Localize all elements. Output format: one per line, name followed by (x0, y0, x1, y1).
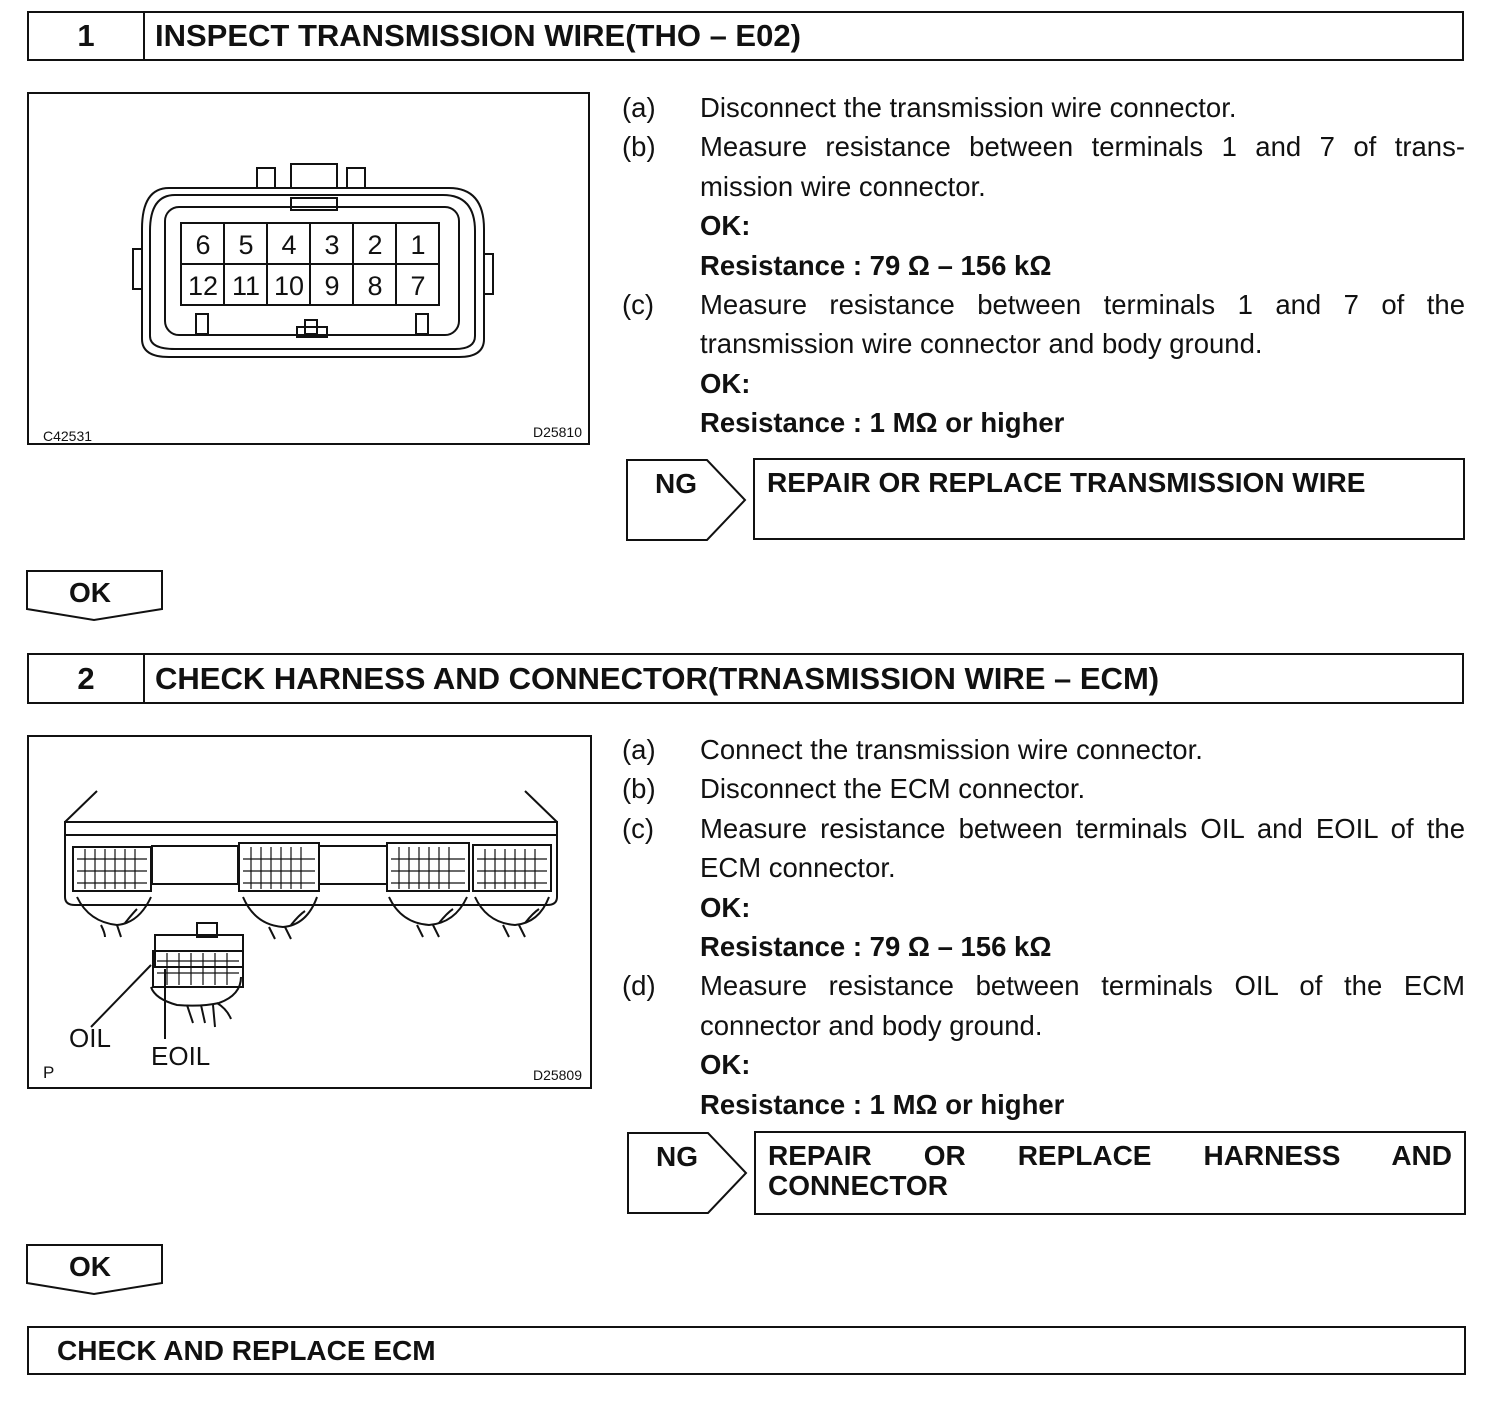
step-1-number: 1 (29, 13, 145, 59)
ok-label: OK: (700, 210, 751, 242)
connector-figure-1 (27, 92, 590, 445)
instruction-2b: (b) Disconnect the ECM connector. (622, 773, 1086, 805)
terminal-7-label: 7 (410, 271, 426, 301)
figure-2-code-right: D25809 (532, 1067, 582, 1083)
ok-label: OK (69, 577, 111, 608)
ng-action-2 (754, 1131, 1466, 1215)
resistance-spec: Resistance : 79 Ω – 156 kΩ (700, 931, 1052, 963)
terminal-12-label: 12 (187, 271, 219, 301)
step-1-instructions (622, 88, 1465, 443)
ng-action-2-line-2: CONNECTOR (768, 1170, 948, 1201)
final-action-label: CHECK AND REPLACE ECM (57, 1334, 436, 1366)
step-2-instructions (622, 730, 1465, 1124)
resistance-spec: Resistance : 1 MΩ or higher (700, 407, 1065, 439)
ng-action-1: REPAIR OR REPLACE TRANSMISSION WIRE (753, 458, 1465, 540)
resistance-spec: Resistance : 1 MΩ or higher (700, 1088, 1065, 1120)
step-2-header (27, 653, 1464, 704)
terminal-3-label: 3 (324, 230, 340, 260)
instruction-1a: (a) Disconnect the transmission wire connector. (622, 92, 1237, 123)
instruction-2c: (c) Measure resistance between terminals OIL and EOIL of the ECM connector. (622, 812, 1465, 884)
oil-terminal-label: OIL (69, 1023, 111, 1053)
step-1-header (27, 11, 1464, 61)
terminal-10-label: 10 (273, 271, 305, 301)
terminal-8-label: 8 (367, 271, 383, 301)
ng-arrow-2 (626, 1131, 750, 1215)
resistance-spec: Resistance : 79 Ω – 156 kΩ (700, 249, 1052, 281)
terminal-2-label: 2 (367, 230, 383, 260)
step-2-title: CHECK HARNESS AND CONNECTOR(TRNASMISSION WIRE – ECM) (155, 660, 1160, 696)
final-action-box (27, 1326, 1466, 1375)
ok-label: OK: (700, 891, 751, 923)
ng-label: NG (656, 1141, 698, 1172)
ecm-connector-figure (27, 735, 592, 1089)
terminal-1-label: 1 (410, 230, 426, 260)
instruction-1b: (b) Measure resistance between terminals 1 and 7 of trans- mission wire connector. (622, 131, 1465, 202)
instruction-1c: (c) Measure resistance between terminals 1 and 7 of the transmission wire connector and body ground. (622, 289, 1465, 360)
instruction-2a: (a) Connect the transmission wire connector. (622, 734, 1203, 765)
ng-arrow-1 (625, 458, 749, 542)
terminal-6-label: 6 (195, 230, 211, 260)
terminal-5-label: 5 (238, 230, 254, 260)
ok-tag-2 (26, 1243, 164, 1296)
figure-1-code-left: C42531 (43, 428, 93, 444)
ok-label: OK (69, 1251, 111, 1282)
terminal-4-label: 4 (281, 230, 297, 260)
step-1-title: INSPECT TRANSMISSION WIRE(THO – E02) (155, 18, 801, 53)
instruction-2d: (d) Measure resistance between terminals OIL of the ECM connector and body ground. (622, 970, 1465, 1041)
terminal-11-label: 11 (231, 271, 261, 301)
step-2-number: 2 (29, 655, 145, 702)
eoil-terminal-label: EOIL (151, 1041, 211, 1071)
ok-label: OK: (700, 367, 751, 399)
transmission-wire-connector-diagram (29, 94, 592, 447)
ok-tag-1 (26, 569, 164, 622)
figure-1-code-right: D25810 (532, 424, 582, 440)
ok-label: OK: (700, 1049, 751, 1081)
terminal-9-label: 9 (324, 271, 340, 301)
ng-action-2-line-1: REPAIR OR REPLACE HARNESS AND (768, 1140, 1452, 1171)
ecm-connector-diagram (29, 737, 594, 1091)
figure-2-code-left: P (43, 1063, 55, 1082)
ng-label: NG (655, 468, 697, 499)
